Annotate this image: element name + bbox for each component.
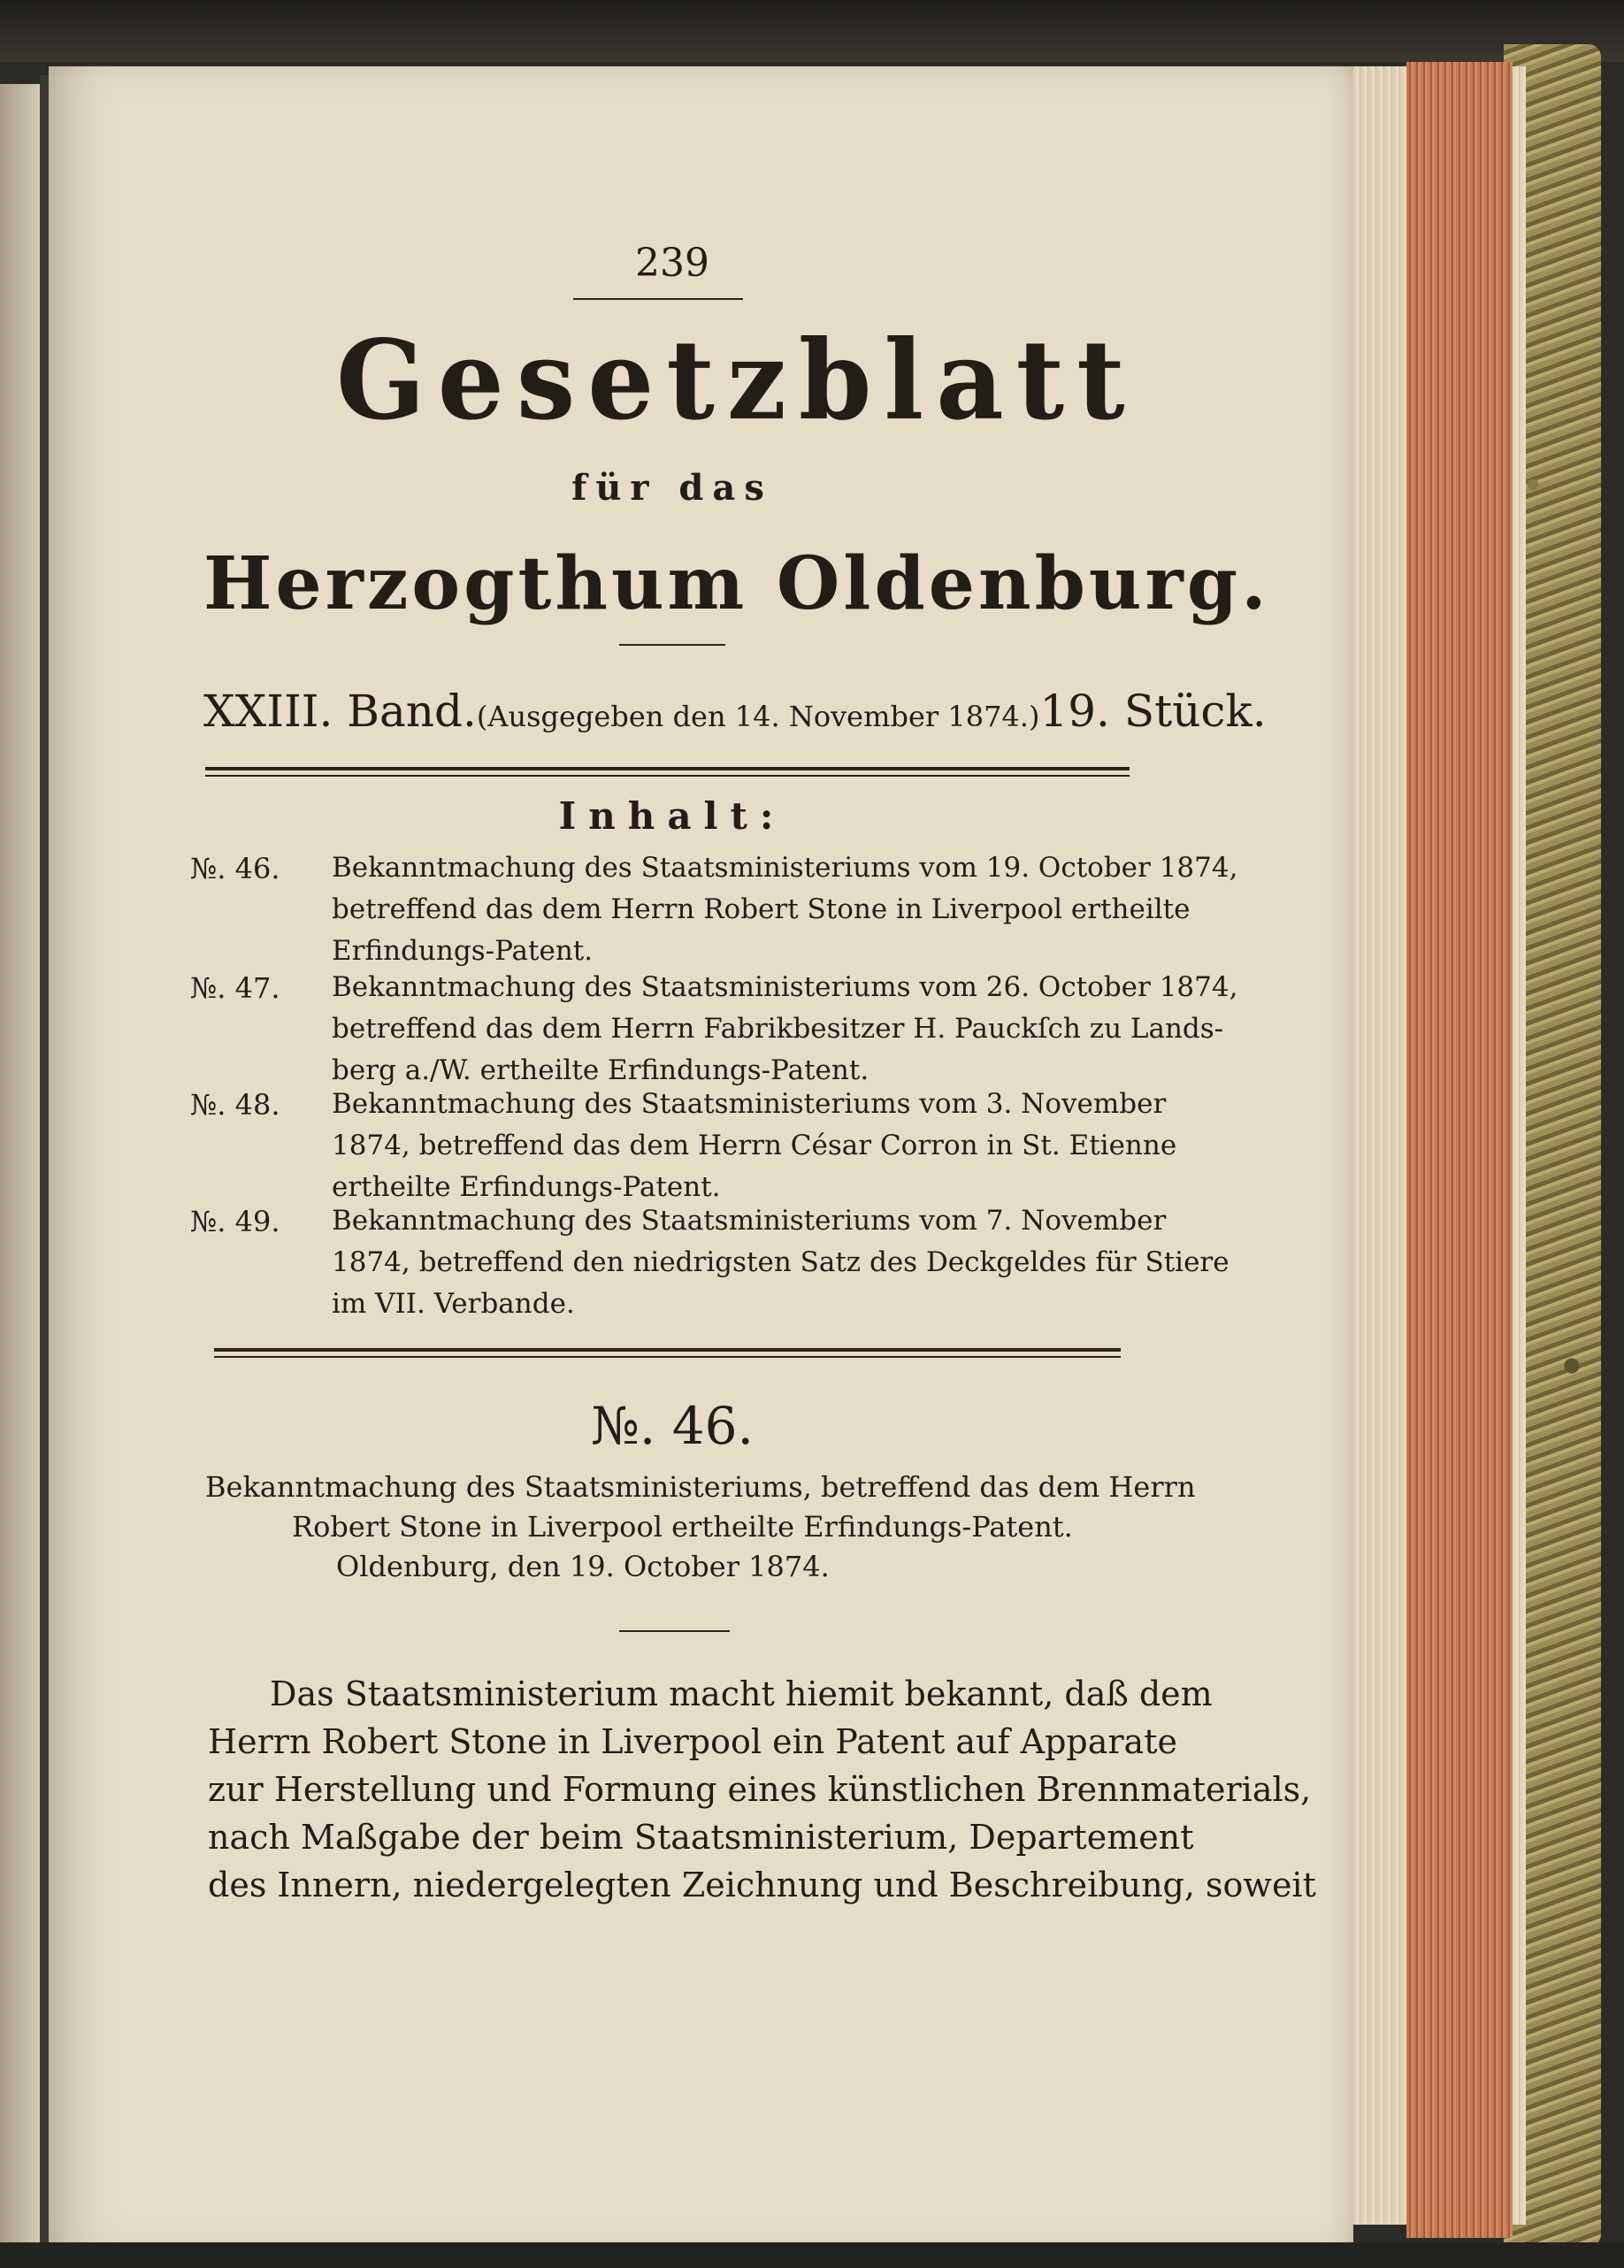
gazette-title: Gesetzblatt (336, 315, 1138, 445)
state-name-rule (619, 644, 725, 646)
contents-rule-thin (214, 1356, 1121, 1358)
red-page-edges (1406, 62, 1513, 2238)
toc-line: Bekanntmachung des Staatsministeriums vom 3. November (332, 1088, 1167, 1120)
page-number: 239 (635, 241, 709, 286)
section-place-date: Oldenburg, den 19. October 1874. (336, 1550, 830, 1583)
toc-line: Bekanntmachung des Staatsministeriums vom 19. October 1874, (332, 852, 1238, 884)
left-page-edge (0, 84, 44, 2242)
toc-line: betreffend das dem Herrn Fabrikbesitzer H. Pauckſch zu Lands- (332, 1013, 1224, 1045)
body-text-line: Herrn Robert Stone in Liverpool ein Patent auf Apparate (208, 1722, 1177, 1761)
contents-heading: Inhalt: (558, 794, 786, 838)
section-intro-line: Bekanntmachung des Staatsministeriums, betreffend das dem Herrn (205, 1470, 1196, 1504)
masthead-rule-thick (205, 767, 1130, 770)
toc-number: №. 47. (190, 971, 280, 1005)
toc-number: №. 46. (190, 852, 280, 885)
page-number-rule (573, 298, 743, 300)
section-intro-line: Robert Stone in Liverpool ertheilte Erfindungs-Patent. (292, 1510, 1073, 1544)
body-text-line: zur Herstellung und Formung eines künstlichen Brennmaterials, (208, 1770, 1312, 1809)
issue-date: (Ausgegeben den 14. November 1874.) (476, 700, 1040, 733)
issue-number: 19. Stück. (1039, 686, 1267, 737)
toc-number: №. 48. (190, 1088, 280, 1122)
toc-line: betreffend das dem Herrn Robert Stone in Liverpool ertheilte (332, 893, 1191, 925)
state-name: Herzogthum Oldenburg. (203, 541, 1270, 626)
section-heading: №. 46. (591, 1396, 754, 1456)
body-text-line: Das Staatsministerium macht hiemit bekannt, daß dem (270, 1674, 1213, 1713)
scan-bottom-border (0, 2242, 1624, 2268)
toc-line: Bekanntmachung des Staatsministeriums vom 7. November (332, 1205, 1167, 1237)
body-text-line: des Innern, niedergelegten Zeichnung und Beschreibung, soweit (208, 1866, 1316, 1904)
toc-line: berg a./W. ertheilte Erfindungs-Patent. (332, 1054, 869, 1086)
volume-line (203, 686, 1267, 737)
contents-rule-thick (214, 1348, 1121, 1352)
toc-line: 1874, betreffend den niedrigsten Satz des Deckgeldes für Stiere (332, 1246, 1229, 1278)
volume-band: XXIII. Band. (203, 686, 477, 737)
toc-line: im VII. Verbande. (332, 1288, 575, 1320)
toc-line: Erfindungs-Patent. (332, 935, 594, 967)
toc-number: №. 49. (190, 1205, 280, 1238)
toc-line: ertheilte Erfindungs-Patent. (332, 1171, 721, 1203)
masthead-rule-thin (205, 775, 1130, 777)
title-connector: für das (571, 467, 773, 509)
toc-line: Bekanntmachung des Staatsministeriums vom 26. October 1874, (332, 971, 1238, 1003)
body-text-line: nach Maßgabe der beim Staatsministerium, Departement (208, 1818, 1194, 1857)
toc-line: 1874, betreffend das dem Herrn César Corron in St. Etienne (332, 1130, 1177, 1161)
section-rule (619, 1630, 730, 1632)
book-spine-top (0, 0, 1624, 62)
